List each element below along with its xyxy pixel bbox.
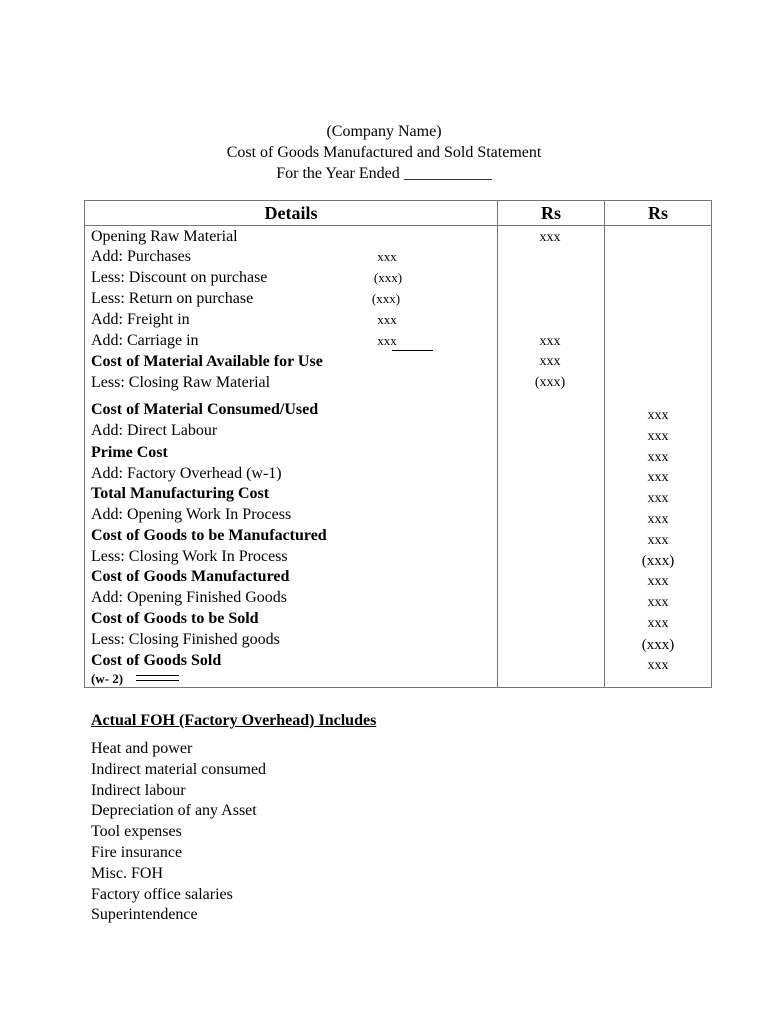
row-label: Add: Direct Labour — [91, 422, 218, 439]
foh-item: Depreciation of any Asset — [91, 802, 257, 820]
row-label: Add: Carriage in — [91, 332, 199, 349]
header-divider — [84, 225, 712, 226]
foh-item: Indirect material consumed — [91, 760, 267, 778]
row-label: Add: Freight in — [91, 311, 190, 328]
row-label: Add: Purchases — [91, 248, 191, 265]
row-label: Less: Closing Finished goods — [91, 631, 280, 648]
foh-item: Superintendence — [91, 906, 198, 924]
amount-rs-1: xxx — [539, 334, 561, 349]
amount-rs-2: xxx — [647, 595, 669, 610]
foh-item: Fire insurance — [91, 844, 183, 861]
amount-rs-2: xxx — [647, 450, 669, 465]
row-label: Total Manufacturing Cost — [91, 485, 270, 502]
amount-rs-2: xxx — [647, 512, 669, 527]
column-header-rs-2: Rs — [647, 203, 668, 223]
amount-rs-2: xxx — [647, 533, 669, 548]
row-label: Cost of Material Available for Use — [91, 353, 323, 370]
row-label: Cost of Goods to be Manufactured — [91, 527, 327, 544]
period-line: For the Year Ended ___________ — [276, 165, 492, 182]
sub-amount: xxx — [377, 312, 397, 327]
column-header-details: Details — [264, 203, 318, 223]
foh-item: Misc. FOH — [91, 864, 164, 882]
column-header-rs-1: Rs — [540, 203, 561, 223]
sub-amount: (xxx) — [373, 270, 403, 285]
row-label: Add: Opening Finished Goods — [91, 589, 287, 606]
double-underline — [136, 675, 179, 681]
amount-rs-2: (xxx) — [641, 553, 675, 569]
amount-rs-2: xxx — [647, 491, 669, 506]
amount-rs-2: (xxx) — [641, 637, 675, 653]
statement-title: Cost of Goods Manufactured and Sold Statement — [226, 144, 542, 161]
row-label: Less: Discount on purchase — [91, 269, 268, 286]
amount-rs-2: xxx — [647, 658, 669, 673]
row-label: Prime Cost — [91, 444, 168, 461]
foh-item: Heat and power — [91, 740, 193, 757]
amount-rs-1: xxx — [539, 354, 561, 369]
amount-rs-1: (xxx) — [534, 375, 566, 390]
row-label: Cost of Goods Sold — [91, 652, 222, 669]
company-name: (Company Name) — [326, 123, 442, 140]
amount-rs-2: xxx — [647, 470, 669, 485]
sub-amount: xxx — [377, 249, 397, 264]
row-label: Opening Raw Material — [91, 228, 238, 245]
working-note-ref: (w- 2) — [91, 671, 124, 686]
foh-item: Indirect labour — [91, 781, 186, 799]
row-label: Add: Factory Overhead (w-1) — [91, 465, 282, 482]
amount-rs-2: xxx — [647, 429, 669, 444]
row-label: Add: Opening Work In Process — [91, 506, 292, 523]
sub-amount: (xxx) — [371, 291, 401, 306]
row-label: Cost of Goods to be Sold — [91, 610, 259, 627]
total-rule — [392, 350, 433, 351]
row-label: Less: Return on purchase — [91, 290, 254, 307]
amount-rs-1: xxx — [539, 230, 561, 245]
row-label: Less: Closing Raw Material — [91, 374, 271, 391]
amount-rs-2: xxx — [647, 616, 669, 631]
amount-rs-2: xxx — [647, 408, 669, 423]
sub-amount: xxx — [377, 333, 397, 348]
foh-item: Tool expenses — [91, 823, 182, 841]
row-label: Less: Closing Work In Process — [91, 548, 288, 565]
amount-rs-2: xxx — [647, 574, 669, 589]
column-divider — [497, 200, 498, 688]
row-label: Cost of Goods Manufactured — [91, 568, 290, 585]
column-divider — [604, 200, 605, 688]
row-label: Cost of Material Consumed/Used — [91, 401, 319, 418]
foh-title: Actual FOH (Factory Overhead) Includes — [91, 712, 377, 729]
foh-item: Factory office salaries — [91, 885, 233, 903]
